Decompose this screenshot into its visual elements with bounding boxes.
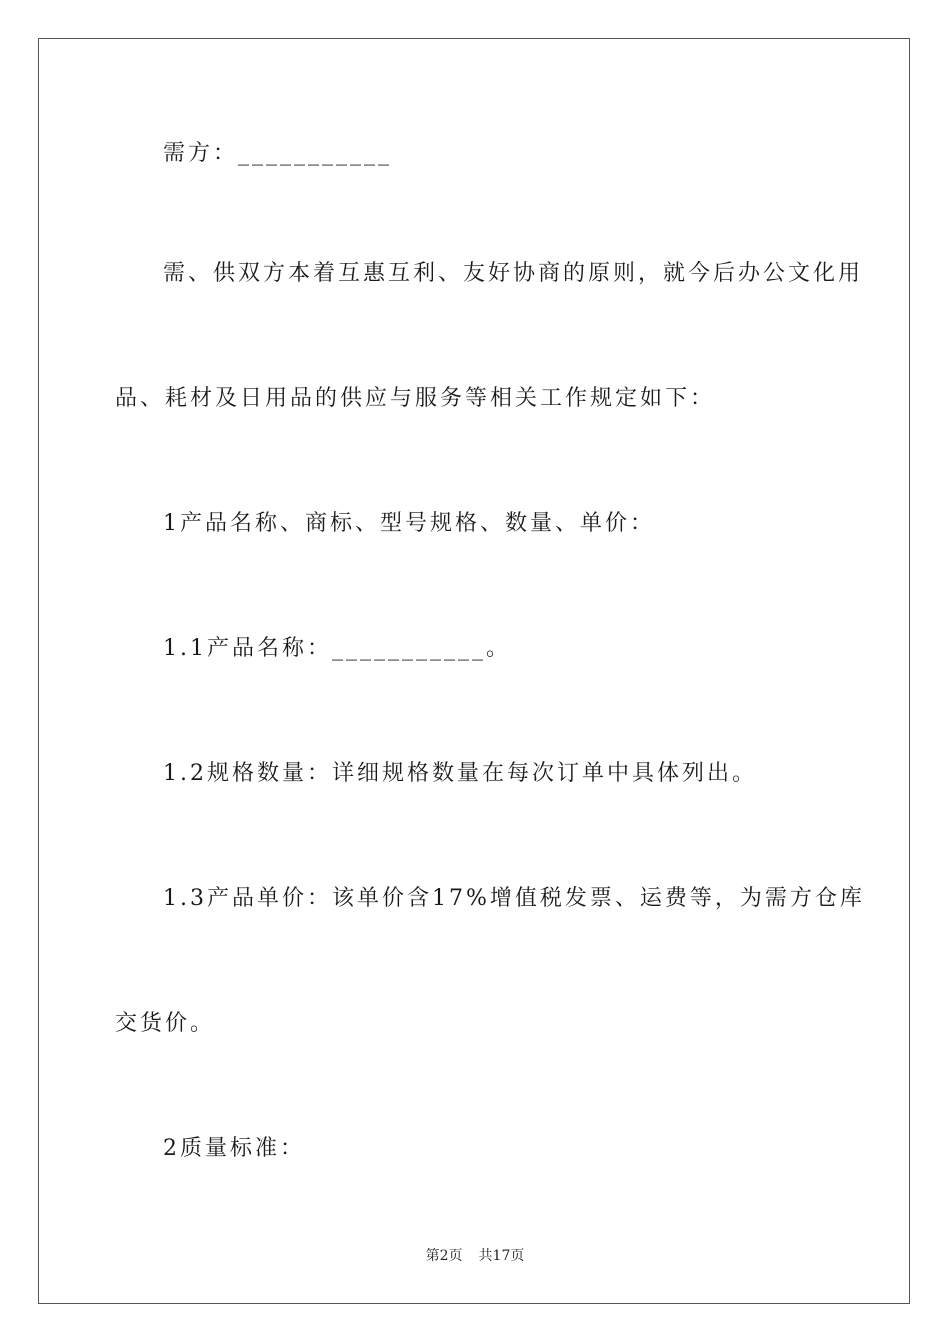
section-1-1-product-name: 1.1产品名称：___________。	[163, 636, 511, 661]
section-1-heading: 1产品名称、商标、型号规格、数量、单价：	[163, 511, 655, 536]
page-number: 第2页	[425, 1248, 463, 1264]
page-footer	[0, 1246, 950, 1266]
section-1-2-spec-quantity: 1.2规格数量：详细规格数量在每次订单中具体列出。	[163, 761, 757, 786]
total-pages: 共17页	[478, 1248, 525, 1264]
demand-party-line: 需方：___________	[163, 141, 393, 166]
section-2-heading: 2质量标准：	[163, 1136, 305, 1161]
intro-paragraph-line-1: 需、供双方本着互惠互利、友好协商的原则，就今后办公文化用	[163, 261, 864, 286]
intro-paragraph-line-2: 品、耗材及日用品的供应与服务等相关工作规定如下：	[115, 386, 716, 411]
section-1-3-unit-price-line-2: 交货价。	[115, 1011, 216, 1036]
section-1-3-unit-price-line-1: 1.3产品单价：该单价含17%增值税发票、运费等，为需方仓库	[163, 886, 865, 911]
page-frame	[38, 38, 910, 1304]
